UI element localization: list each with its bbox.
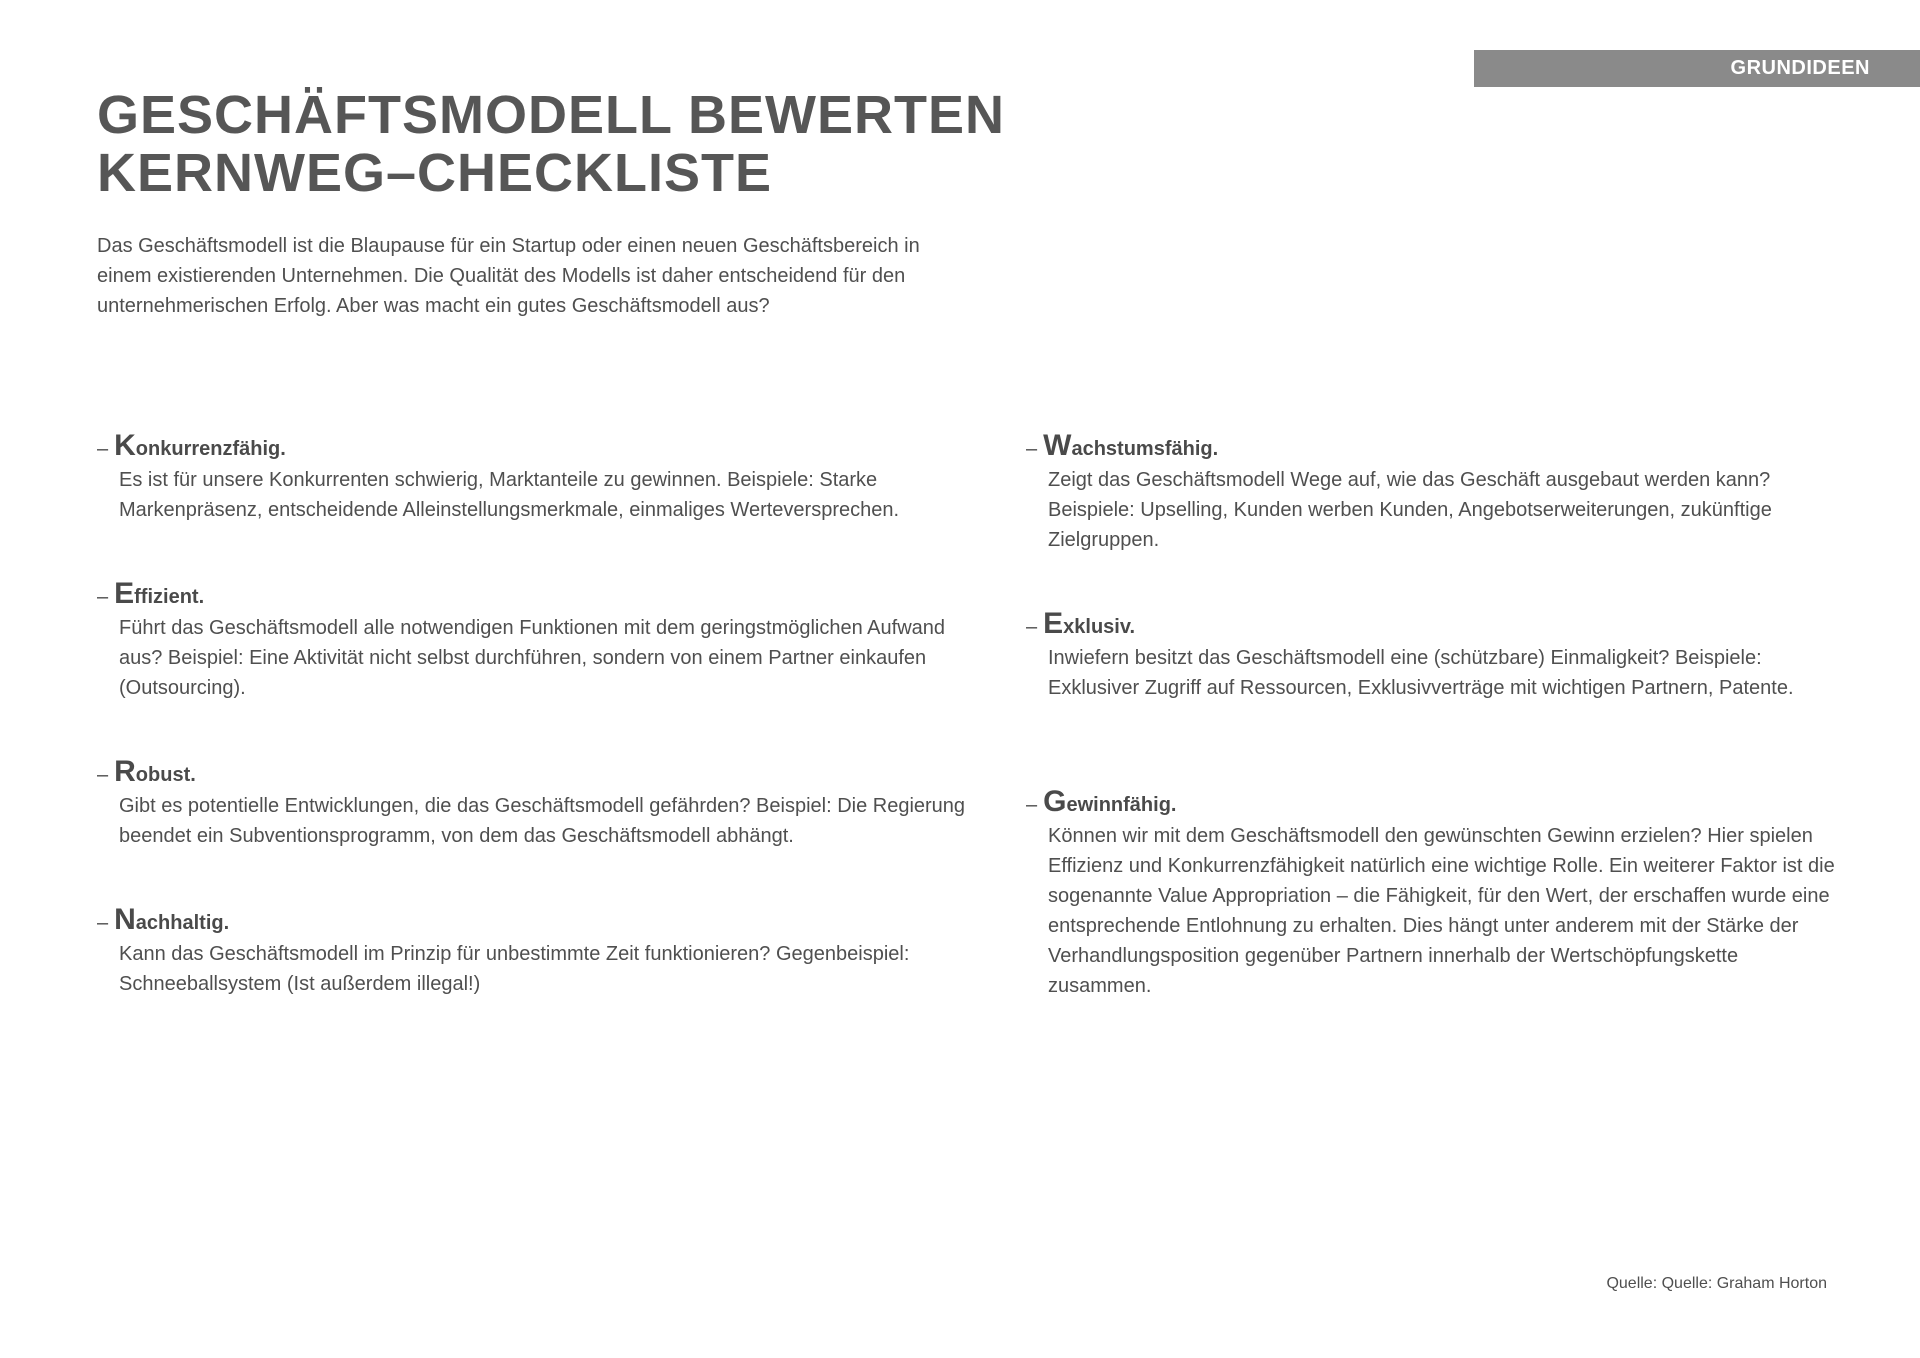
checklist-item-effizient [97, 578, 977, 703]
checklist-item-text: Es ist für unsere Konkurrenten schwierig, Marktanteile zu gewinnen. Beispiele: Starke Markenpräsenz, entscheidende Alleinstellungsmerkmale, einmaliges Werteversprechen. [119, 469, 900, 521]
item-heading-rest: obust. [135, 764, 196, 786]
checklist-item-text: Inwiefern besitzt das Geschäftsmodell eine (schützbare) Einmaligkeit? Beispiele: Exklusiver Zugriff auf Ressourcen, Exklusivverträge mit wichtigen Partnern, Patente. [1048, 647, 1794, 699]
item-heading-rest: xklusiv. [1063, 616, 1136, 638]
checklist-item-nachhaltig [97, 904, 977, 999]
item-initial: R [114, 755, 136, 788]
item-dash: – [1026, 794, 1038, 816]
checklist-item-text: Zeigt das Geschäftsmodell Wege auf, wie das Geschäft ausgebaut werden kann? Beispiele: Upselling, Kunden werben Kunden, Angebotserweiterungen, zukünftige Zielgruppen. [1048, 469, 1772, 551]
item-dash: – [97, 586, 109, 608]
source-note: Quelle: Quelle: Graham Horton [1606, 1275, 1827, 1292]
checklist-item-text: Können wir mit dem Geschäftsmodell den gewünschten Gewinn erzielen? Hier spielen Effizienz und Konkurrenzfähigkeit natürlich eine wichtige Rolle. Ein weiterer Faktor ist die sogenannte Value Appropriation – die Fähigkeit, für den Wert, der erschaffen wurde eine entsprechende Entlohnung zu erhalten. Dies hängt unter anderem mit der Stärke der Verhandlungsposition gegenüber Partnern innerhalb der Wertschöpfungskette zusammen. [1048, 825, 1835, 997]
item-heading-rest: achstumsfähig. [1071, 438, 1219, 460]
checklist-item-heading [97, 756, 977, 791]
section-tag [1474, 50, 1920, 87]
checklist-item-wachstumsfaehig [1026, 430, 1846, 555]
item-heading-rest: ffizient. [134, 586, 205, 608]
item-initial: W [1043, 429, 1072, 462]
item-dash: – [1026, 438, 1038, 460]
item-dash: – [97, 764, 109, 786]
page-title [97, 86, 1005, 202]
checklist-item-robust [97, 756, 977, 851]
item-dash: – [97, 438, 109, 460]
item-heading-rest: achhaltig. [135, 912, 230, 934]
page-title-line: KERNWEG–CHECKLISTE [97, 143, 773, 203]
item-initial: G [1043, 785, 1067, 818]
checklist-item-text: Gibt es potentielle Entwicklungen, die das Geschäftsmodell gefährden? Beispiel: Die Regierung beendet ein Subventionsprogramm, von dem das Geschäftsmodell abhängt. [119, 795, 966, 847]
item-heading-rest: onkurrenzfähig. [135, 438, 286, 460]
item-heading-rest: ewinnfähig. [1066, 794, 1177, 816]
checklist-item-heading [97, 904, 977, 939]
item-initial: N [114, 903, 136, 936]
item-dash: – [97, 912, 109, 934]
checklist-item-text: Führt das Geschäftsmodell alle notwendigen Funktionen mit dem geringstmöglichen Aufwand aus? Beispiel: Eine Aktivität nicht selbst durchführen, sondern von einem Partner einkaufen (Outsourcing). [119, 617, 946, 699]
checklist-item-heading [97, 578, 977, 613]
section-tag-label: GRUNDIDEEN [1730, 57, 1870, 79]
checklist-item-heading [1026, 608, 1846, 643]
item-initial: E [114, 577, 135, 610]
item-initial: K [114, 429, 136, 462]
checklist-item-gewinnfaehig [1026, 786, 1846, 1001]
page-title-line: GESCHÄFTSMODELL BEWERTEN [97, 85, 1006, 145]
item-dash: – [1026, 616, 1038, 638]
checklist-item-exklusiv [1026, 608, 1846, 703]
intro-paragraph: Das Geschäftsmodell ist die Blaupause für ein Startup oder einen neuen Geschäftsbereich in einem existierenden Unternehmen. Die Qualität des Modells ist daher entscheidend für den unternehmerischen Erfolg. Aber was macht ein gutes Geschäftsmodell aus? [97, 235, 920, 317]
checklist-item-heading [1026, 786, 1846, 821]
item-initial: E [1043, 607, 1064, 640]
checklist-item-heading [1026, 430, 1846, 465]
checklist-item-text: Kann das Geschäftsmodell im Prinzip für unbestimmte Zeit funktionieren? Gegenbeispiel: Schneeballsystem (Ist außerdem illegal!) [119, 943, 910, 995]
checklist-item-konkurrenzfaehig [97, 430, 977, 525]
checklist-item-heading [97, 430, 977, 465]
